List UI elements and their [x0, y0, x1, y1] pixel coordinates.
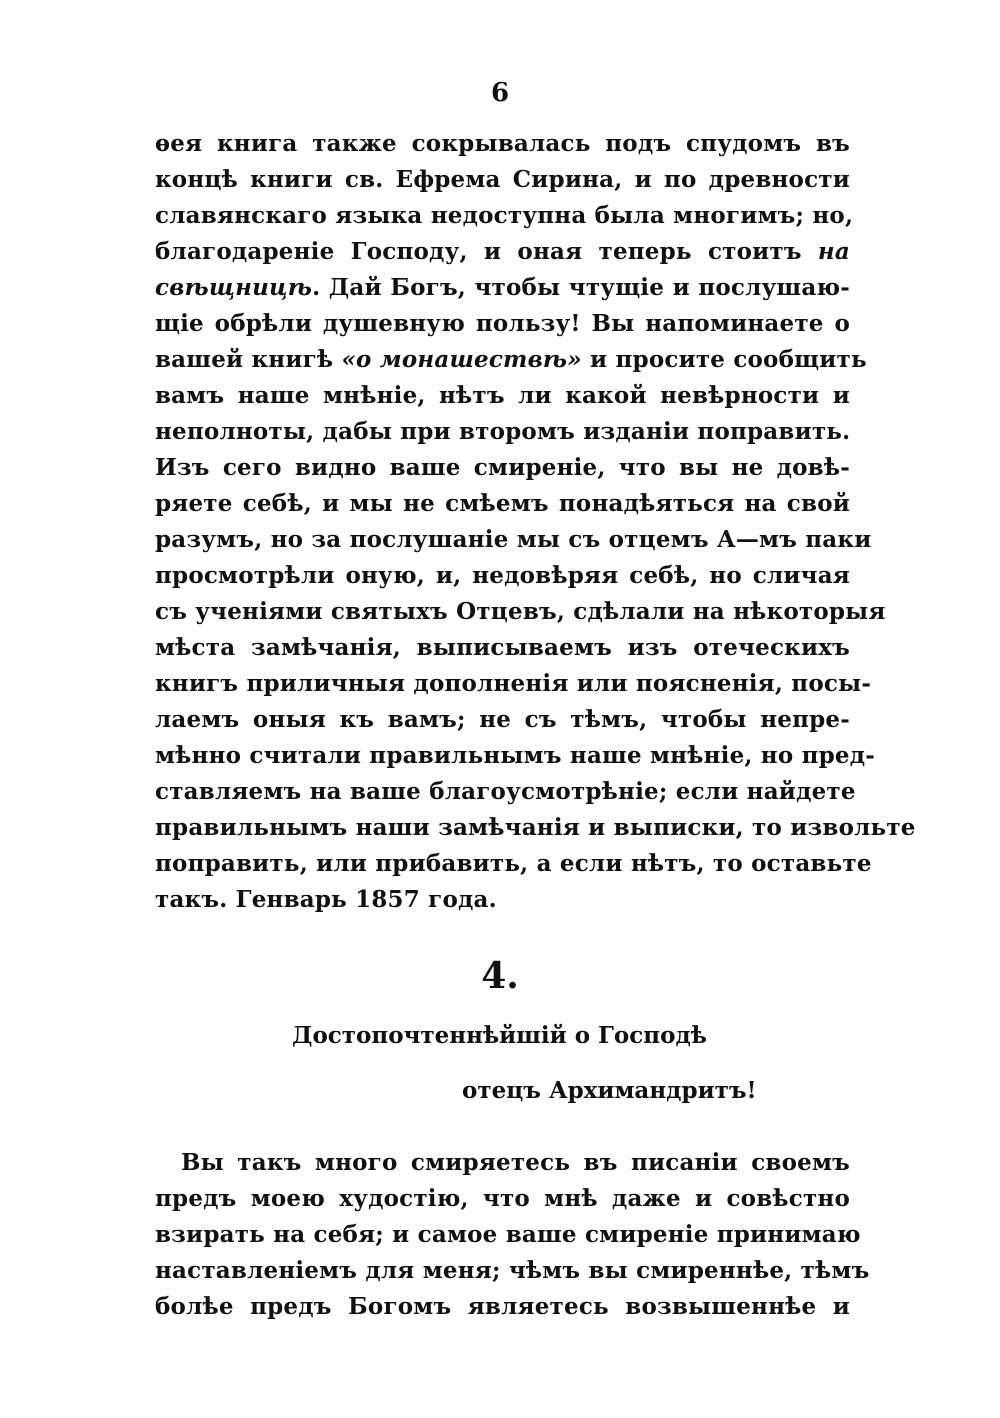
- text-line: лаемъ оныя къ вамъ; не съ тѣмъ, чтобы непре-: [155, 706, 850, 733]
- text-line: просмотрѣли оную, и, недовѣряя себѣ, но сличая: [155, 562, 850, 589]
- italic-text: «о монашествѣ»: [341, 346, 582, 373]
- text-line: ряете себѣ, и мы не смѣемъ понадѣяться на свой: [155, 490, 850, 517]
- salutation-line-2: отецъ Архимандритъ!: [462, 1077, 757, 1104]
- text-line: поправить, или прибавить, а если нѣтъ, то оставьте: [155, 850, 872, 877]
- text-line: [155, 234, 850, 270]
- text-line: болѣе предъ Богомъ являетесь возвышеннѣе и: [155, 1293, 850, 1320]
- salutation-line-1: Достопочтеннѣйшій о Господѣ: [292, 1022, 707, 1049]
- text-line: концѣ книги св. Ефрема Сирина, и по древности: [155, 166, 850, 193]
- text-line: [155, 270, 850, 306]
- text-line: щіе обрѣли душевную пользу! Вы напоминаете о: [155, 310, 850, 337]
- text-line: съ ученіями святыхъ Отцевъ, сдѣлали на нѣкоторыя: [155, 598, 886, 625]
- section-number: 4.: [481, 955, 519, 997]
- italic-text: свѣщницѣ: [155, 274, 313, 301]
- text-line: славянскаго языка недоступна была многимъ; но,: [155, 202, 854, 229]
- text-line: ѳея книга также сокрывалась подъ спудомъ въ: [155, 130, 850, 157]
- text-line: мѣста замѣчанія, выписываемъ изъ отеческихъ: [155, 634, 850, 661]
- italic-text: на: [817, 238, 850, 265]
- text-segment: и просите сообщить: [581, 346, 867, 373]
- text-line: книгъ приличныя дополненія или поясненія, посы-: [155, 670, 872, 697]
- paragraph-1: [155, 126, 916, 918]
- text-line: правильнымъ наши замѣчанія и выписки, то извольте: [155, 814, 916, 841]
- text-line: вамъ наше мнѣніе, нѣтъ ли какой невѣрности и: [155, 382, 850, 409]
- text-line: [155, 342, 867, 378]
- text-line: ставляемъ на ваше благоусмотрѣніе; если найдете: [155, 778, 856, 805]
- text-segment: . Дай Богъ, чтобы чтущіе и послушаю-: [312, 274, 850, 301]
- page-number: 6: [490, 78, 510, 108]
- text-line: взирать на себя; и самое ваше смиреніе принимаю: [155, 1221, 861, 1248]
- text-line: неполноты, дабы при второмъ изданіи поправить.: [155, 418, 851, 445]
- letter-body: [155, 1145, 870, 1325]
- text-line: такъ. Генварь 1857 года.: [155, 886, 497, 913]
- text-line: Изъ сего видно ваше смиреніе, что вы не довѣ-: [155, 454, 850, 481]
- text-segment: благодареніе Господу, и оная теперь стоитъ: [155, 238, 818, 265]
- text-line: предъ моею худостію, что мнѣ даже и совѣстно: [155, 1185, 850, 1212]
- text-line: Вы такъ много смиряетесь въ писаніи своемъ: [181, 1149, 850, 1176]
- text-line: наставленіемъ для меня; чѣмъ вы смиреннѣе, тѣмъ: [155, 1257, 870, 1284]
- text-line: разумъ, но за послушаніе мы съ отцемъ А—мъ паки: [155, 526, 872, 553]
- text-line: мѣнно считали правильнымъ наше мнѣніе, но пред-: [155, 742, 876, 769]
- text-segment: вашей книгѣ: [155, 346, 342, 373]
